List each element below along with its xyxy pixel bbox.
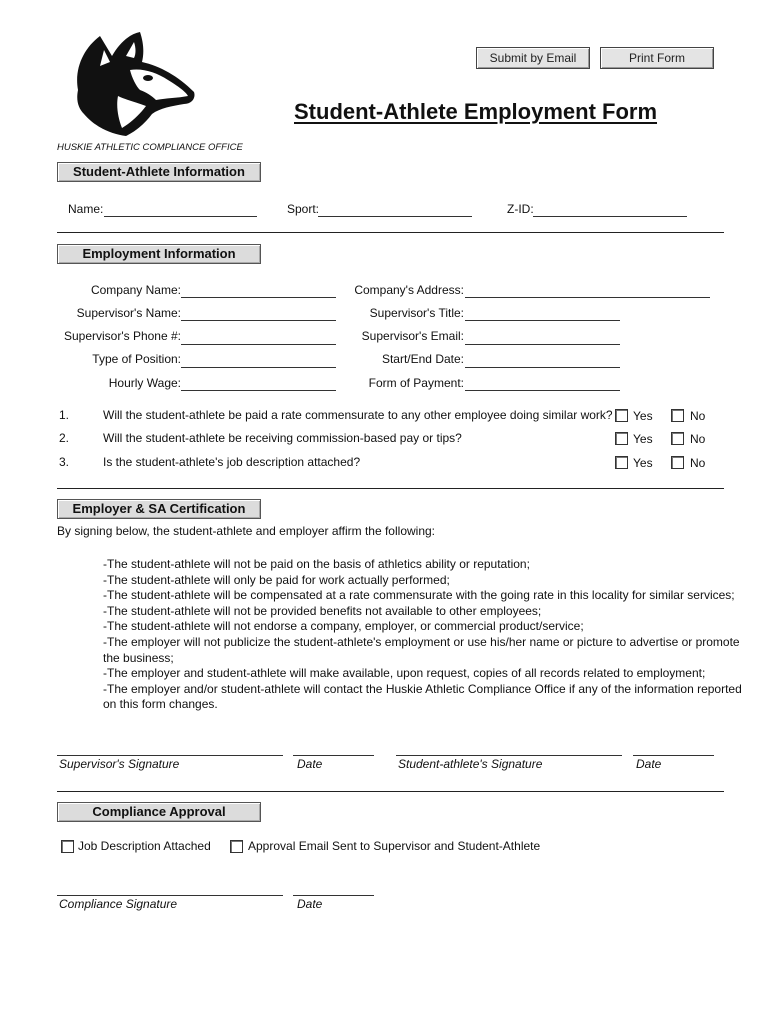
section-employer-sa-certification: Employer & SA Certification [57, 499, 261, 519]
student-athlete-date-label: Date [636, 757, 662, 771]
approval-email-sent-label: Approval Email Sent to Supervisor and Student-Athlete [248, 839, 541, 853]
supervisor-email-field[interactable] [465, 344, 620, 345]
company-address-label: Company's Address: [354, 283, 464, 297]
question-1-number: 1. [59, 408, 70, 422]
submit-by-email-button[interactable]: Submit by Email [476, 47, 590, 69]
question-1-yes-checkbox[interactable] [615, 409, 628, 422]
question-2-yes-checkbox[interactable] [615, 432, 628, 445]
supervisor-name-label: Supervisor's Name: [76, 306, 181, 320]
approval-email-sent-checkbox[interactable] [230, 840, 243, 853]
question-2-number: 2. [59, 431, 70, 445]
office-name: HUSKIE ATHLETIC COMPLIANCE OFFICE [57, 142, 243, 153]
job-description-attached-checkbox[interactable] [61, 840, 74, 853]
section-employment-information: Employment Information [57, 244, 261, 264]
question-2-no-label: No [690, 432, 706, 446]
sport-label: Sport: [287, 202, 320, 216]
supervisor-signature-label: Supervisor's Signature [59, 757, 180, 771]
compliance-date-label: Date [297, 897, 323, 911]
supervisor-date-field[interactable] [293, 755, 374, 756]
husky-head-logo-icon [60, 30, 205, 140]
zid-field[interactable] [533, 216, 687, 217]
question-3-yes-checkbox[interactable] [615, 456, 628, 469]
compliance-signature-label: Compliance Signature [59, 897, 178, 911]
question-3-number: 3. [59, 455, 70, 469]
question-3-no-checkbox[interactable] [671, 456, 684, 469]
supervisor-signature-field[interactable] [57, 755, 283, 756]
zid-label: Z-ID: [507, 202, 534, 216]
start-end-date-field[interactable] [465, 367, 620, 368]
question-2-no-checkbox[interactable] [671, 432, 684, 445]
certification-list [103, 557, 748, 713]
student-athlete-date-field[interactable] [633, 755, 714, 756]
section-divider [57, 232, 724, 233]
form-of-payment-field[interactable] [465, 390, 620, 391]
name-field[interactable] [104, 216, 257, 217]
student-athlete-signature-label: Student-athlete's Signature [398, 757, 543, 771]
question-2-text: Will the student-athlete be receiving commission-based pay or tips? [103, 431, 462, 445]
compliance-signature-field[interactable] [57, 895, 283, 896]
question-1-no-checkbox[interactable] [671, 409, 684, 422]
section-student-athlete-information: Student-Athlete Information [57, 162, 261, 182]
type-of-position-field[interactable] [181, 367, 336, 368]
question-3-yes-label: Yes [633, 456, 653, 470]
form-of-payment-label: Form of Payment: [368, 376, 464, 390]
job-description-attached-label: Job Description Attached [78, 839, 211, 853]
student-athlete-signature-field[interactable] [396, 755, 622, 756]
certification-item: -The student-athlete will not endorse a company, employer, or commercial product/service; [103, 619, 584, 634]
supervisor-title-label: Supervisor's Title: [369, 306, 464, 320]
supervisor-title-field[interactable] [465, 320, 620, 321]
question-1-yes-label: Yes [633, 409, 653, 423]
question-1-no-label: No [690, 409, 706, 423]
supervisor-email-label: Supervisor's Email: [361, 329, 464, 343]
section-divider [57, 488, 724, 489]
name-label: Name: [68, 202, 104, 216]
certification-item: -The student-athlete will only be paid for work actually performed; [103, 572, 450, 587]
supervisor-name-field[interactable] [181, 320, 336, 321]
company-name-label: Company Name: [90, 283, 181, 297]
hourly-wage-label: Hourly Wage: [108, 376, 181, 390]
sport-field[interactable] [318, 216, 472, 217]
certification-item: -The employer will not publicize the student-athlete's employment or use his/her name or picture to advertise or promote the business; [103, 634, 740, 665]
company-name-field[interactable] [181, 297, 336, 298]
section-divider [57, 791, 724, 792]
question-1-text: Will the student-athlete be paid a rate commensurate to any other employee doing similar work? [103, 408, 613, 422]
start-end-date-label: Start/End Date: [381, 352, 464, 366]
question-3-text: Is the student-athlete's job description attached? [103, 455, 361, 469]
hourly-wage-field[interactable] [181, 390, 336, 391]
certification-item: -The employer and/or student-athlete will contact the Huskie Athletic Compliance Office if any of the information reported on this form changes. [103, 681, 742, 712]
question-2-yes-label: Yes [633, 432, 653, 446]
print-form-button[interactable]: Print Form [600, 47, 714, 69]
certification-item: -The student-athlete will not be provided benefits not available to other employees; [103, 603, 542, 618]
certification-item: -The employer and student-athlete will make available, upon request, copies of all records related to employment; [103, 666, 706, 681]
certification-item: -The student-athlete will be compensated at a rate commensurate with the going rate in this locality for similar services; [103, 588, 735, 603]
compliance-date-field[interactable] [293, 895, 374, 896]
section-compliance-approval: Compliance Approval [57, 802, 261, 822]
certification-intro: By signing below, the student-athlete and employer affirm the following: [57, 524, 435, 538]
supervisor-phone-label: Supervisor's Phone #: [63, 329, 181, 343]
page-title: Student-Athlete Employment Form [294, 99, 658, 124]
company-address-field[interactable] [465, 297, 710, 298]
type-of-position-label: Type of Position: [92, 352, 181, 366]
certification-item: -The student-athlete will not be paid on the basis of athletics ability or reputation; [103, 557, 530, 571]
question-3-no-label: No [690, 456, 706, 470]
supervisor-phone-field[interactable] [181, 344, 336, 345]
supervisor-date-label: Date [297, 757, 323, 771]
